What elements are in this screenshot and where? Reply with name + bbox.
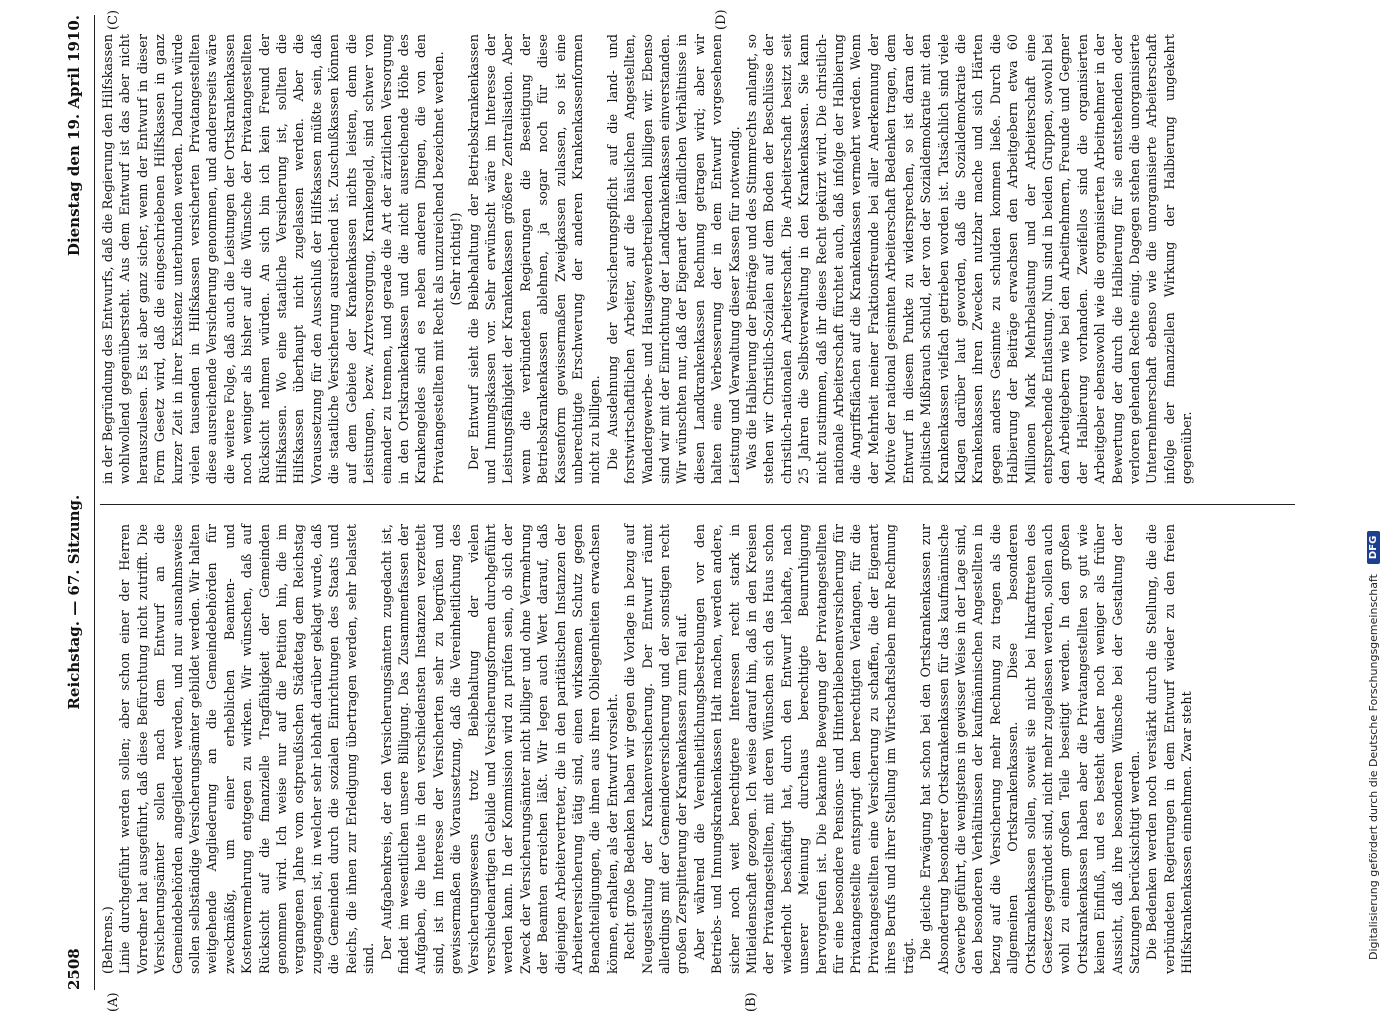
date-title: Dienstag den 19. April 1910. <box>65 15 83 257</box>
column-divider <box>100 504 1295 505</box>
paragraph: Aber während die Vereinheitlichungsbestrebungen vor den Betriebs- und Innungskrankenkassen Halt machen, werden andere, sicher noch weit berechtigtere Interessen recht stark in Mitleidenschaft gezogen. Ich weise darauf hin, daß in den Kreisen der Privatangestellten, mit deren Wünschen sich das Haus schon wiederholt beschäftigt hat, durch den Entwurf lebhafte, nach unserer Meinung durchaus berechtigte Beunruhigung hervorgerufen ist. Die bekannte Bewegung der Privatangestellten für eine besondere Pensions- und Hinterbliebenenversicherung für Privatangestellte entspringt dem berechtigten Verlangen, für die Privatangestellten eine Versicherung zu schaffen, die der Eigenart ihres Berufs und ihrer Stellung im Wirtschaftsleben mehr Rechnung trägt. <box>692 524 917 974</box>
credit-text: Digitalisierung gefördert durch die Deutsche Forschungsgemeinschaft <box>1366 574 1380 960</box>
page-number: 2508 <box>65 948 83 990</box>
right-text-column <box>100 34 1300 484</box>
paragraph: Linie durchgeführt werden sollen; aber schon einer der Herren Vorredner hat ausgeführt, daß diese Befürchtung nicht zutrifft. Die Versicherungsämter sollen nach dem Entwurf an die Gemeindebehörden angegliedert werden, und nur ausnahmsweise sollen selbständige Versicherungsämter gebildet werden. Wir halten weitgehende Angliederung an die Gemeindebehörden für zweckmäßig, um einer erheblichen Beamten- und Kostenvermehrung entgegen zu wirken. Wir wünschen, daß auf Rücksicht auf die finanzielle Tragfähigkeit der Gemeinden genommen wird. Ich weise nur auf die Petition hin, die im vergangenen Jahre vom ostpreußischen Städtetag dem Reichstag zugegangen ist, in welcher sehr lebhaft darüber geklagt wurde, daß die Gemeinden durch die sozialen Einrichtungen des Staats und Reichs, die ihnen zur Erledigung übertragen werden, sehr belastet sind. <box>118 524 378 974</box>
margin-marker-c: (C) <box>106 9 121 30</box>
paragraph: Der Entwurf sieht die Beibehaltung der Betriebskrankenkassen und Innungskassen vor. Sehr erwünscht wäre im Interesse der Leistungsfähigkeit der Krankenkassen größere Zentralisation. Aber wenn die verbündeten Regierungen die Beseitigung der Betriebskrankenkassen ablehnen, ja sogar noch für diese Kassenform gewissermaßen Zweigkassen zulassen, so ist eine unberechtigte Erschwerung der anderen Krankenkassenformen nicht zu billigen. <box>466 34 604 484</box>
left-text-column <box>100 524 1300 974</box>
paragraph: Was die Halbierung der Beiträge und des Stimmrechts anlangt, so stehen wir Christlich-Sozialen auf dem Boden der Beschlüsse der christlich-nationalen Arbeiterschaft. Die Arbeiterschaft besitzt seit 25 Jahren die Selbstverwaltung in den Krankenkassen. Sie kann nicht zustimmen, daß ihr dieses Recht gekürzt wird. Die christlich-nationale Arbeiterschaft fürchtet auch, daß infolge der Halbierung die Angriffsflächen auf die Krankenkassen vermehrt werden. Wenn der Mehrheit meiner Fraktionsfreunde bei aller Anerkennung der Motive der national gesinnten Arbeiterschaft Bedenken tragen, dem Entwurf in diesem Punkte zu widersprechen, so ist daran der politische Mißbrauch schuld, der von der Sozialdemokratie mit den Krankenkassen vielfach getrieben worden ist. Tatsächlich sind viele Klagen darüber laut geworden, daß die Sozialdemokratie die Krankenkassen ihren Zwecken nutzbar mache und sich Härten gegen anders Gesinnte zu schulden kommen ließe. Durch die Halbierung der Beiträge erwachsen den Arbeitgebern etwa 60 Millionen Mark Mehrbelastung und der Arbeiterschaft eine entsprechende Entlastung. Nun sind in beiden Gruppen, sowohl bei den Arbeitgebern wie bei den Arbeitnehmern, Freunde und Gegner der Halbierung vorhanden. Zweifellos sind die organisierten Arbeitgeber ebensowohl wie die organisierten Arbeitnehmer in der Bewertung der durch die Halbierung für sie entstehenden oder verloren gehenden Rechte einig. Dagegen stehen die unorganisierte Unternehmerschaft ebenso wie die unorganisierte Arbeiterschaft infolge der finanziellen Wirkung der Halbierung ungekehrt gegenüber. <box>745 34 1196 484</box>
dfg-logo: DFG <box>1367 531 1380 564</box>
paragraph: in der Begründung des Entwurfs, daß die Regierung den Hilfskassen wohlwollend gegenübersteht. Aus dem Entwurf ist das aber nicht herauszulesen. Es ist aber ganz sicher, wenn der Entwurf in dieser Form Gesetz wird, daß die eingeschriebenen Hilfskassen in ganz kurzer Zeit in ihrer Existenz unterbunden werden. Dadurch würde vielen tausenden in Hilfskassen versicherten Privatangestellten diese ausreichende Versicherung genommen, und andererseits wäre die weitere Folge, daß auch die Leistungen der Ortskrankenkassen noch weniger als bisher auf die Wünsche der Privatangestellten Rücksicht nehmen würden. An sich bin ich kein Freund der Hilfskassen. Wo eine staatliche Versicherung ist, sollten die Hilfskassen überhaupt nicht zugelassen werden. Aber die Voraussetzung für den Ausschluß der Hilfskassen müßte sein, daß die staatliche Versicherung ausreichend ist. Zuschußkassen können auf dem Gebiete der Krankenkassen nichts leisten, denn die Leistungen, bezw. Arztversorgung, Krankengeld, sind schwer von einander zu trennen, und gerade die Art der ärztlichen Versorgung in den Ortskrankenkassen und die nicht ausreichende Höhe des Krankengeldes sind es neben anderen Dingen, die von den Privatangestellten mit Recht als unzureichend bezeichnet werden. <box>101 34 447 484</box>
paragraph: Die Bedenken werden noch verstärkt durch die Stellung, die die verbündeten Regierungen in dem Entwurf wieder zu den freien Hilfskrankenkassen einnehmen. Zwar steht <box>1145 524 1196 974</box>
digitization-credit <box>1363 20 1383 960</box>
paragraph: Die Ausdehnung der Versicherungspflicht auf die land- und forstwirtschaftlichen Arbeiter, auf die häuslichen Angestellten, Wandergewerbe- und Hausgewerbetreibenden billigen wir. Ebenso sind wir mit der Einrichtung der Landkrankenkassen einverstanden. Wir wünschten nur, daß der Eigenart der ländlichen Verhältnisse in diesen Landkrankenkassen Rechnung getragen wird; aber wir halten eine Verbesserung der in dem Entwurf vorgesehenen Leistung und Verwaltung dieser Kassen für notwendig. <box>605 34 743 484</box>
rotated-newspaper-page <box>54 9 1302 1012</box>
paragraph: Der Aufgabenkreis, der den Versicherungsämtern zugedacht ist, findet im wesentlichen unsere Billigung. Das Zusammenfassen der Aufgaben, die heute in den verschiedensten Instanzen verzettelt sind, ist im Interesse der Versicherten sehr zu begrüßen und gewissermaßen die Voraussetzung, daß die Vereinheitlichung des Versicherungswesens trotz Beibehaltung der vielen verschiedenartigen Gebilde und Versicherungsformen durchgeführt werden kann. In der Kommission wird zu prüfen sein, ob sich der Zweck der Versicherungsämter nicht billiger und ohne Vermehrung der Beamten erreichen läßt. Wir legen auch Wert darauf, daß diejenigen Arbeitervertreter, die in den paritätischen Instanzen der Arbeiterversicherung tätig sind, einen wirksamen Schutz gegen Benachteiligungen, die ihnen aus ihren Obliegenheiten erwachsen können, erhalten, als der Entwurf vorsieht. <box>379 524 621 974</box>
session-title: Reichstag. — 67. Sitzung. <box>65 494 83 710</box>
interjection: (Sehr richtig!) <box>449 212 465 306</box>
margin-marker-b: (B) <box>744 992 759 1012</box>
margin-marker-a: (A) <box>106 992 121 1012</box>
paragraph: Die gleiche Erwägung hat schon bei den Ortskrankenkassen zur Absonderung besonderer Ortskrankenkassen für das kaufmännische Gewerbe geführt, die wenigstens in gewisser Weise in der Lage sind, den besonderen Verhältnissen der kaufmännischen Angestellten in bezug auf die Versicherung mehr Rechnung zu tragen als die allgemeinen Ortskrankenkassen. Diese besonderen Ortskrankenkassen sollen, soweit sie nicht bei Inkrafttreten des Gesetzes gegründet sind, nicht mehr zugelassen werden, sollen auch wohl zu einem großen Teile beseitigt werden. In den großen Ortskrankenkassen haben aber die Privatangestellten so gut wie keinen Einfluß, und es besteht daher noch weniger als früher Aussicht, daß ihre besonderen Wünsche bei der Gestaltung der Satzungen berücksichtigt werden. <box>919 524 1143 974</box>
paragraph: Recht große Bedenken haben wir gegen die Vorlage in bezug auf Neugestaltung der Krankenversicherung. Der Entwurf räumt allerdings mit der Gemeindeversicherung und der sonstigen recht großen Zersplitterung der Krankenkassen zum Teil auf. <box>623 524 691 974</box>
margin-marker-d: (D) <box>714 9 729 30</box>
running-header <box>54 15 95 990</box>
speaker-label: (Behrens.) <box>101 906 116 974</box>
